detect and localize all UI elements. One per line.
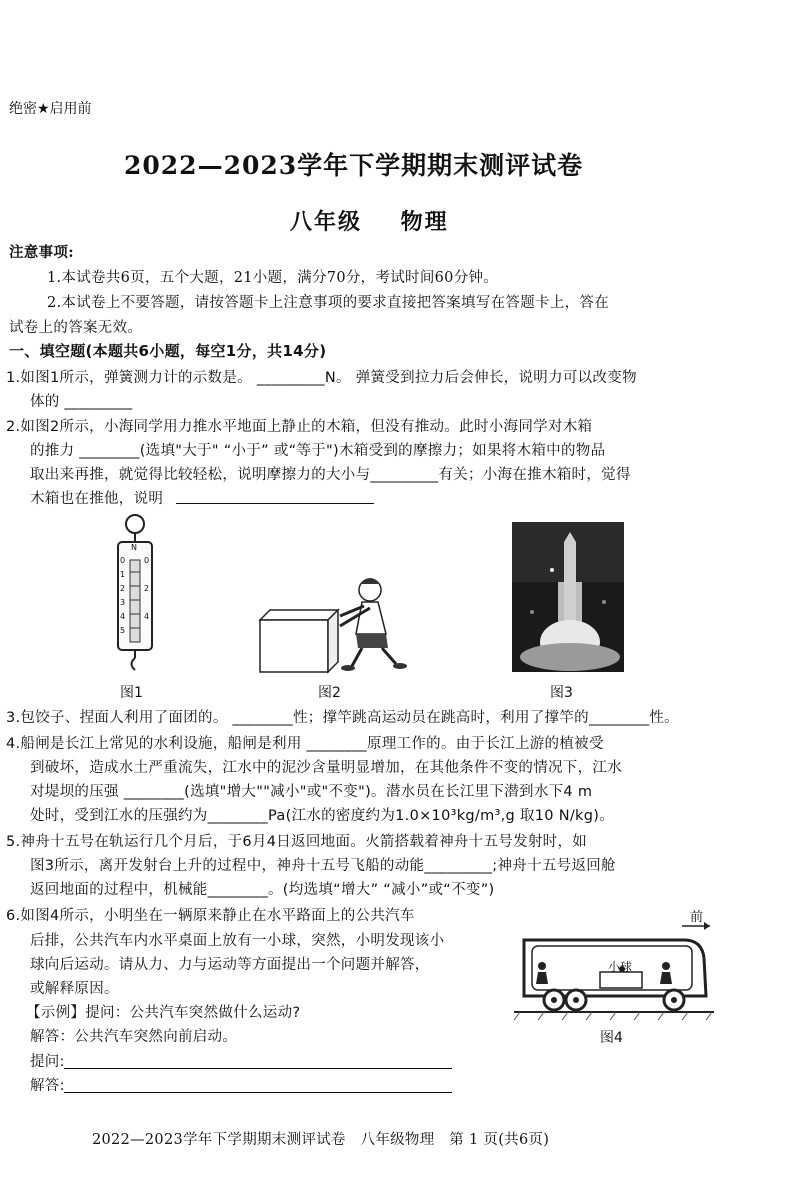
figure3-caption: 图3 [550, 685, 573, 701]
q2-line1: 2.如图2所示，小海同学用力推水平地面上静止的木箱，但没有推动。此时小海同学对木箱 [6, 419, 593, 435]
page-footer: 2022—2023学年下学期期末测评试卷 八年级物理 第 1 页(共6页) [92, 1132, 550, 1148]
scale-tick-1: 1 [120, 570, 126, 579]
spring-scale-figure [110, 512, 160, 672]
q2-answer-line [176, 503, 374, 504]
notes-item-2a: 2.本试卷上不要答题，请按答题卡上注意事项的要求直接把答案填写在答题卡上，答在 [47, 295, 610, 311]
notes-item-1: 1.本试卷共6页，五个大题，21小题，满分70分，考试时间60分钟。 [47, 270, 499, 286]
q6-example: 【示例】提问：公共汽车突然做什么运动? [26, 1005, 301, 1021]
scale-tick-2-right: 2 [144, 584, 150, 593]
scale-tick-3: 3 [120, 598, 126, 607]
notes-heading: 注意事项: [9, 244, 74, 261]
rocket-launch-photo [512, 522, 624, 672]
figure1-caption: 图1 [120, 685, 143, 701]
figure4-caption: 图4 [600, 1030, 623, 1046]
scale-tick-0: 0 [120, 556, 126, 565]
q2-line2: 的推力 ________(选填"大于" “小于” 或“等于")木箱受到的摩擦力；如果将木箱中的物品 [30, 443, 606, 459]
q4-line1: 4.船闸是长江上常见的水利设施，船闸是利用 ________原理工作的。由于长江上游的植被受 [6, 736, 604, 752]
notes-item-2b: 试卷上的答案无效。 [9, 320, 143, 336]
q4-line2: 到破坏，造成水土严重流失，江水中的泥沙含量明显增加，在其他条件不变的情况下，江水 [30, 760, 622, 776]
q6-line2: 后排，公共汽车内水平桌面上放有一小球，突然，小明发现该小 [30, 933, 445, 949]
q6-line1: 6.如图4所示，小明坐在一辆原来静止在水平路面上的公共汽车 [6, 908, 415, 924]
q5-line2: 图3所示，离开发射台上升的过程中，神舟十五号飞船的动能_________;神舟十五号返回舱 [30, 858, 616, 874]
scale-tick-5: 5 [120, 626, 126, 635]
q1-line2: 体的 _________ [30, 394, 133, 410]
q6-answer-line[interactable] [64, 1092, 452, 1093]
q4-line3: 对堤坝的压强 ________(选填"增大""减小"或"不变")。潜水员在长江里下潜到水下4 m [30, 784, 593, 800]
q4-line4: 处时，受到江水的压强约为________Pa(江水的密度约为1.0×10³kg/m³,g 取10 N/kg)。 [30, 808, 615, 824]
q6-ask-label: 提问: [30, 1054, 65, 1070]
q6-ask-line[interactable] [64, 1068, 452, 1069]
q5-line3: 返回地面的过程中，机械能________。(均选填“增大” “减小”或“不变”) [30, 882, 495, 898]
q6-example-answer: 解答：公共汽车突然向前启动。 [30, 1029, 238, 1045]
q6-line3: 球向后运动。请从力、力与运动等方面提出一个问题并解答， [30, 957, 430, 973]
forward-label: 前 [690, 910, 704, 925]
q6-answer-label: 解答: [30, 1078, 65, 1094]
scale-tick-2: 2 [120, 584, 126, 593]
pushing-box-figure [258, 570, 418, 678]
q2-line4: 木箱也在推他，说明 [30, 491, 164, 507]
scale-tick-4-right: 4 [144, 612, 150, 621]
exam-subtitle: 八年级 物理 [290, 209, 449, 235]
figure2-caption: 图2 [318, 685, 341, 701]
scale-tick-0-right: 0 [144, 556, 150, 565]
scale-tick-4: 4 [120, 612, 126, 621]
exam-title: 2022—2023学年下学期期末测评试卷 [124, 151, 584, 180]
scale-letter: N [131, 543, 137, 552]
confidential-mark: 绝密★启用前 [9, 101, 92, 117]
q1-line1: 1.如图1所示，弹簧测力计的示数是。 _________N。 弹簧受到拉力后会伸长，说明力可以改变物 [6, 370, 637, 386]
section1-heading: 一、填空题(本题共6小题，每空1分，共14分) [9, 342, 327, 360]
q6-line4: 或解释原因。 [30, 981, 119, 997]
q5-line1: 5.神舟十五号在轨运行几个月后，于6月4日返回地面。火箭搭载着神舟十五号发射时，如 [6, 834, 588, 850]
q3-line1: 3.包饺子、捏面人利用了面团的。 ________性；撑竿跳高运动员在跳高时，利用了撑竿的________性。 [6, 710, 679, 726]
q2-line3: 取出来再推，就觉得比较轻松，说明摩擦力的大小与_________有关；小海在推木箱时，觉得 [30, 467, 631, 483]
ball-label: 小球 [608, 960, 633, 974]
